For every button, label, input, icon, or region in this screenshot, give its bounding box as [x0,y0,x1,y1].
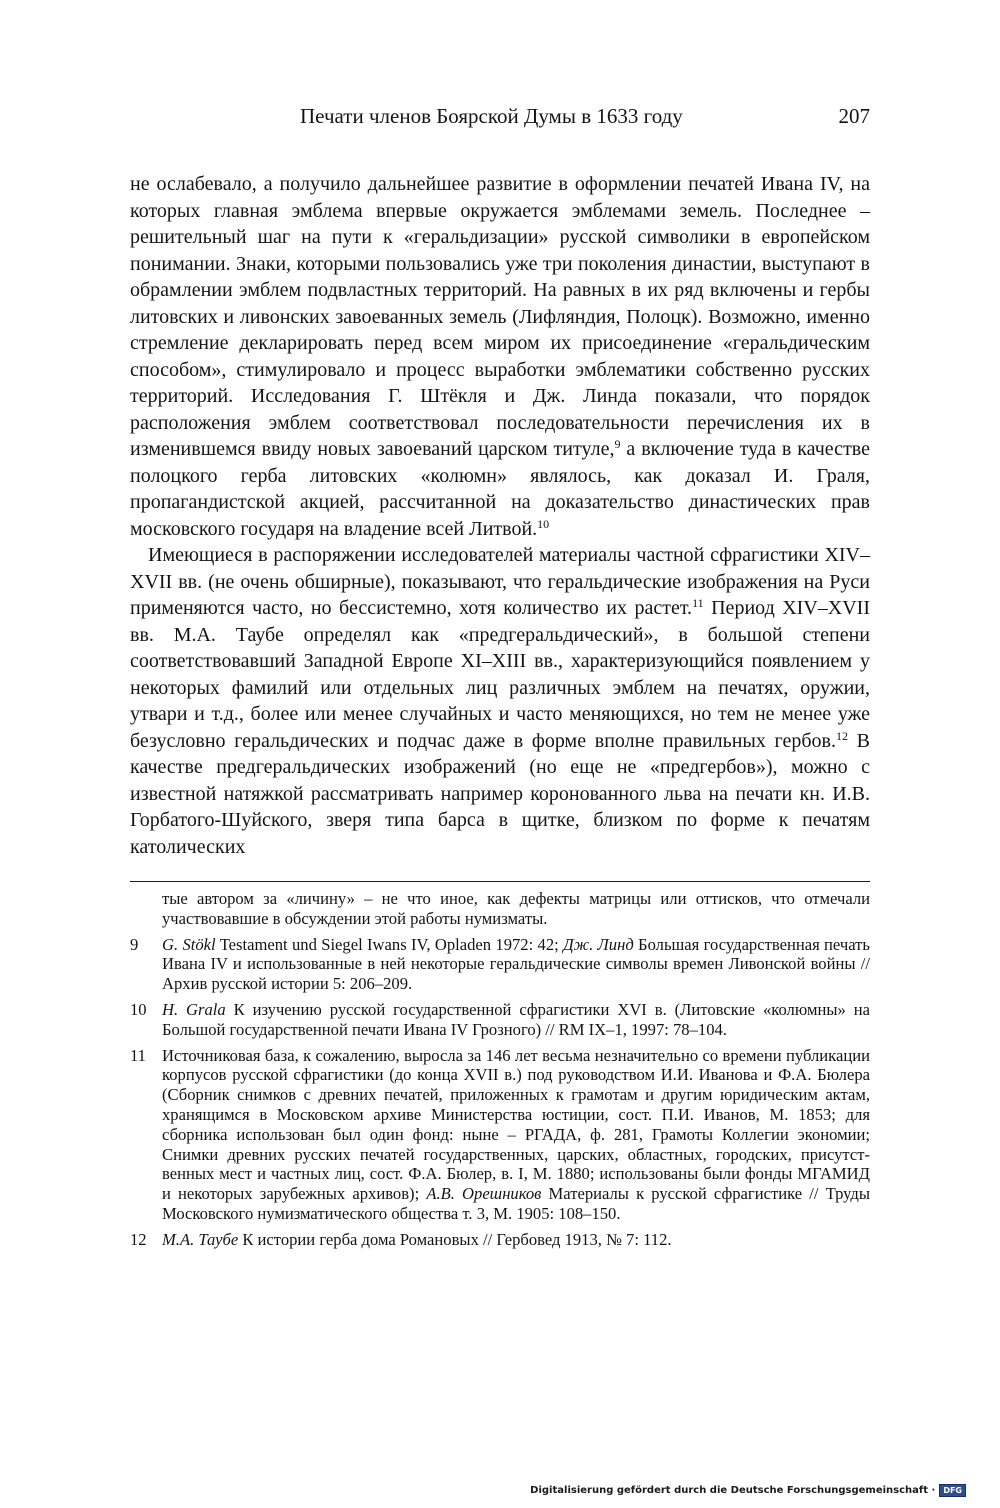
footnote-ref-11: 11 [692,596,704,610]
footnote-continuation: тые автором за «личину» – не что иное, как дефекты матрицы или оттисков, что отмечали участвовавшие в обсуждении этой работы нумизматы. [162,889,870,928]
footnote-ref-12: 12 [835,728,848,743]
footnote-11 [130,1046,870,1224]
footnote-text: Testament und Siegel Iwans IV, Opladen 1972: 42; [215,934,564,954]
footnote-text: Материалы к русской сфрагистике // Труды Московского нумизматического общества т. 3, М. 1905: 108–150. [162,1184,871,1223]
paragraph-text: Имеющиеся в распоряжении исследователей материалы частной сфрагистики XIV–XVII вв. (не очень обширные), показывают, что геральдические изображения на Руси применяются часто, но бессистемно, хотя количество их растет. [130,544,870,619]
footnotes [130,889,870,1256]
credit-text: Digitalisierung gefördert durch die Deutsche Forschungsgemeinschaft · [530,1485,936,1496]
footnote-text: К изучению русской государственной сфрагистики XVI в. (Литовские «колюмны» на Большой государственной печати Ивана IV Грозного) // RM IX–1, 1997: 78–104. [162,999,870,1039]
paragraph-text: не ослабевало, а получило дальнейшее развитие в оформлении печатей Ивана IV, на которых главная эмблема впервые окружается эмблемами земель. Последнее – решительный шаг на пути к «геральдизации» русской символики в европейском понимании. Знаки, которыми пользовались уже три поколения династии, выступают в обрамлении эмблем подвластных территорий. На равных в их ряд включены и гербы литовских и ливонских завоеванных земель (Лифляндия, Полоцк). Возможно, именно стремление декларировать перед всем миром их присоединение «геральдическим способом», стимулировало и процесс выработки эмблематики собственно русских территорий. Исследования Г. Штёкля и Дж. Линда показали, что порядок расположения эмблем соответствовал последовательности перечисления их в изменившемся ввиду новых завоеваний царском титуле, [130,173,870,460]
footnote-12 [130,1230,870,1250]
footnote-number: 12 [130,1229,147,1249]
paragraph [130,542,870,860]
page-header [130,104,870,134]
footnote-ref-9: 9 [614,437,621,451]
footnote-author: М.А. Таубе [162,1229,239,1249]
paragraph-text: Период XIV–XVII вв. М.А. Таубе определял как «предгеральдический», в большой степени соответствовавший Западной Европе XI–XIII вв., характеризующийся появлением у некоторых фамилий или отдельных лиц различных эмблем на печатях, оружии, утвари и т.д., более или менее случайных и часто меняющихся, но тем не менее уже безусловно геральдических и подчас даже в форме вполне правильных гербов. [130,597,870,752]
paragraph [130,171,870,542]
page-number: 207 [838,104,870,128]
footnote-author: Дж. Линд [563,934,634,954]
main-text [130,171,870,860]
footnote-text: К истории герба дома Романовых // Гербовед 1913, № 7: 112. [238,1229,672,1249]
footnote-text: Источниковая база, к сожалению, выросла за 146 лет весьма незначительно со времени публикации корпусов русской сфрагистики (до конца XVII в.) под руководством И.И. Иванова и Ф.А. Бюлера (Сборник снимков с древних печатей, приложенных к грамотам и другим юридическим актам, хранящимся в Московском архиве Министерства юстиции, сост. П.И. Иванов, М. 1853; для сборника использован был один фонд: ныне – РГАДА, ф. 281, Грамоты Коллегии экономии; Снимки древних русских печатей государственных, царских, областных, городских, присутственных мест и частных лиц, сост. Ф.А. Бюлер, в. I, М. 1880; использованы были фонды МГАМИД и некоторых зарубежных архивов); [162,1045,870,1204]
footnote-number: 11 [130,1045,146,1065]
footnote-number: 9 [130,934,139,954]
dfg-logo-icon: DFG [939,1484,966,1497]
footnote-ref-10: 10 [537,516,550,531]
footnote-author: А.В. Орешников [426,1184,542,1204]
footnote-text: Большая государственная печать Ивана IV и использованные в ней некоторые геральдические символы времен Ливонской войны // Архив русской истории 5: 206–209. [162,934,870,994]
paragraph-text: а включение туда в качестве полоцкого герба литовских «колюмн» являлось, как доказал И. Граля, пропагандистской акцией, рассчитанной на доказательство династических прав московского государя на владение всей Литвой. [130,438,871,540]
digitization-credit [530,1484,966,1497]
paragraph-text: В качестве предгеральдических изображений (но еще не «предгербов»), можно с известной натяжкой рассматривать например коронованного льва на печати кн. И.В. Горбатого-Шуйского, зверя типа барса в щитке, близком по форме к печатям католических [130,729,871,858]
footnote-author: G. Stökl [162,934,216,954]
footnote-divider [130,881,870,882]
footnote-10 [130,1000,870,1040]
footnote-number: 10 [130,999,147,1019]
footnote-author: H. Grala [162,999,226,1019]
running-title: Печати членов Боярской Думы в 1633 году [300,104,683,128]
footnote-9 [130,935,870,994]
